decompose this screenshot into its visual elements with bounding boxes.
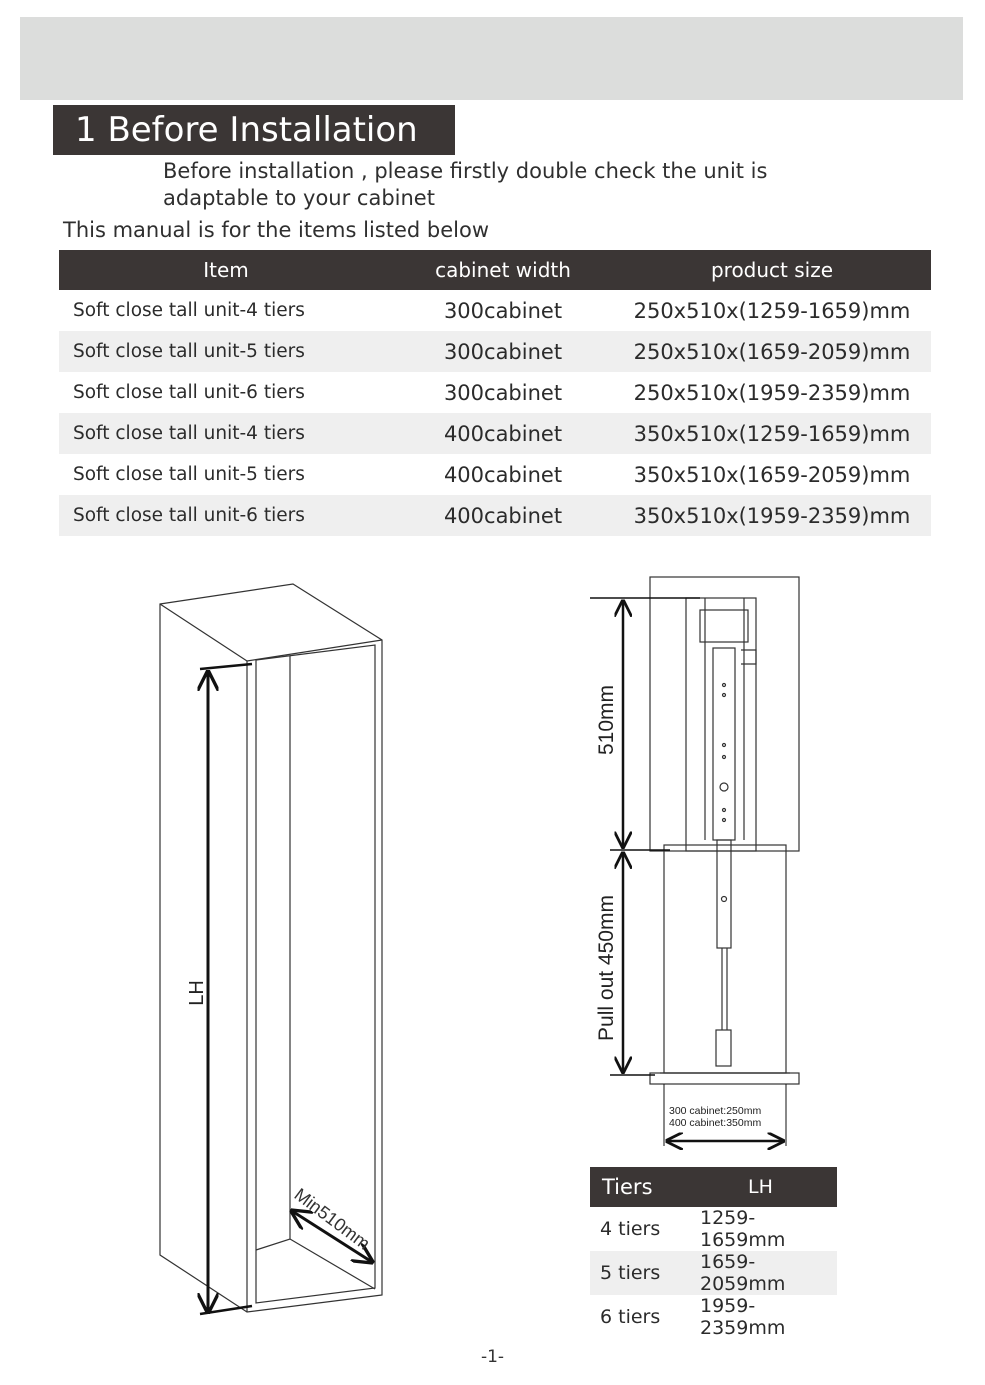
page-number: -1- bbox=[480, 1347, 505, 1367]
header-lh: LH bbox=[700, 1167, 837, 1207]
table-row bbox=[590, 1295, 837, 1339]
header-tiers: Tiers bbox=[590, 1167, 700, 1207]
tiers-table bbox=[590, 1167, 837, 1339]
item-name: Soft close tall unit-6 tiers bbox=[59, 495, 393, 536]
manual-note: This manual is for the items listed below bbox=[63, 218, 489, 242]
header-product-size: product size bbox=[613, 250, 931, 290]
section-title: 1 Before Installation bbox=[53, 105, 455, 155]
item-name: Soft close tall unit-4 tiers bbox=[59, 413, 393, 454]
cabinet-width: 300cabinet bbox=[443, 380, 563, 405]
tier-count: 4 tiers bbox=[600, 1218, 661, 1240]
width-note-400: 400 cabinet:350mm bbox=[669, 1117, 762, 1129]
intro-line-2: adaptable to your cabinet bbox=[163, 186, 435, 210]
product-size: 250x510x(1259-1659)mm bbox=[633, 298, 911, 323]
product-size: 350x510x(1259-1659)mm bbox=[613, 413, 931, 454]
cabinet-width: 300cabinet bbox=[443, 298, 563, 323]
pullout-label: Pull out 450mm bbox=[595, 895, 618, 1041]
header-cabinet-width: cabinet width bbox=[393, 250, 613, 290]
item-name: Soft close tall unit-5 tiers bbox=[73, 464, 305, 485]
tier-count: 5 tiers bbox=[590, 1251, 700, 1295]
table-row bbox=[590, 1251, 837, 1295]
item-name: Soft close tall unit-6 tiers bbox=[73, 382, 305, 403]
width-note-300: 300 cabinet:250mm bbox=[669, 1105, 762, 1117]
product-size: 250x510x(1659-2059)mm bbox=[613, 331, 931, 372]
table-row bbox=[590, 1207, 837, 1251]
item-name: Soft close tall unit-4 tiers bbox=[73, 300, 305, 321]
cabinet-width: 400cabinet bbox=[443, 462, 563, 487]
tier-count: 6 tiers bbox=[600, 1306, 661, 1328]
tier-lh: 1959-2359mm bbox=[700, 1295, 786, 1339]
item-name: Soft close tall unit-5 tiers bbox=[59, 331, 393, 372]
intro-line-1: Before installation , please firstly double check the unit is bbox=[163, 159, 768, 183]
min-depth-label: Min510mm bbox=[290, 1184, 374, 1254]
cabinet-width: 400cabinet bbox=[393, 413, 613, 454]
cabinet-width: 300cabinet bbox=[393, 331, 613, 372]
tier-lh: 1259-1659mm bbox=[700, 1207, 786, 1251]
header-item: Item bbox=[59, 250, 393, 290]
unit-drawing bbox=[650, 577, 799, 1084]
lh-label: LH bbox=[186, 980, 208, 1006]
cabinet-drawing bbox=[160, 584, 382, 1312]
tiers-table-header bbox=[590, 1167, 837, 1207]
cabinet-width: 400cabinet bbox=[393, 495, 613, 536]
depth-label: 510mm bbox=[595, 684, 618, 756]
tier-lh: 1659-2059mm bbox=[700, 1251, 837, 1295]
product-size: 350x510x(1959-2359)mm bbox=[613, 495, 931, 536]
product-size: 250x510x(1959-2359)mm bbox=[633, 380, 911, 405]
product-size: 350x510x(1659-2059)mm bbox=[633, 462, 911, 487]
